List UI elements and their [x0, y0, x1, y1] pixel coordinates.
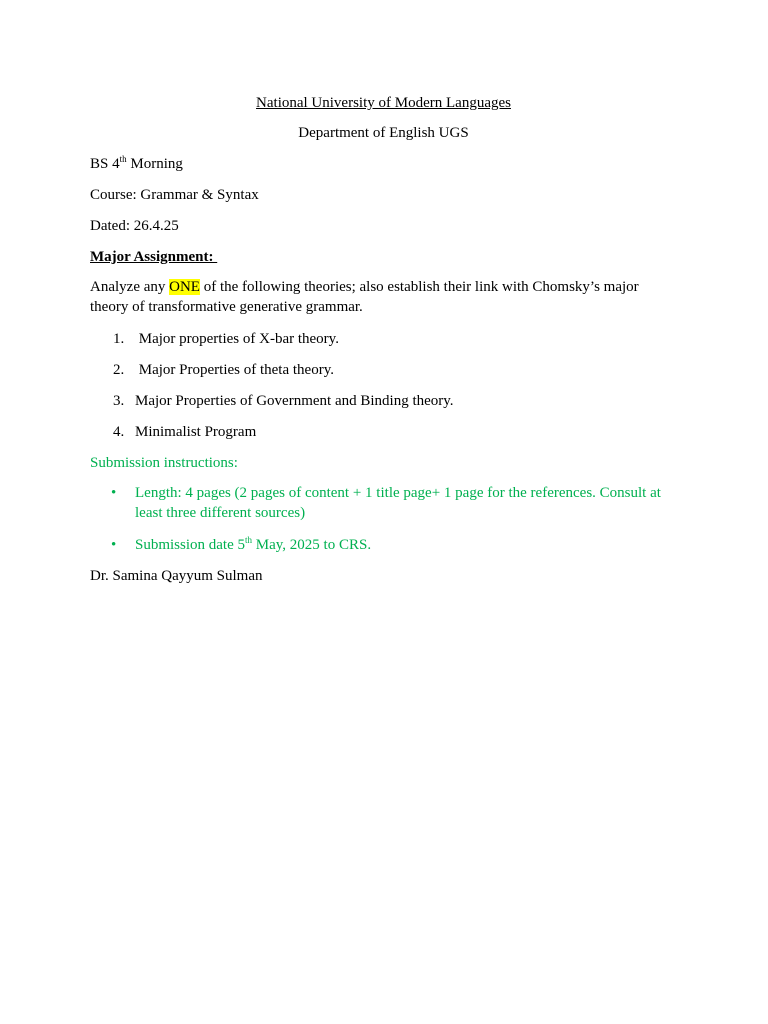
bullet-icon: • — [111, 537, 117, 553]
list-item — [90, 535, 673, 555]
dated-line: Dated: 26.4.25 — [90, 218, 179, 234]
list-item — [90, 329, 715, 349]
bullet-icon: • — [111, 485, 117, 501]
course-line: Course: Grammar & Syntax — [90, 187, 259, 203]
length-instruction: Length: 4 pages (2 pages of content + 1 title page+ 1 page for the references. Consult at least three different sources) — [135, 485, 661, 521]
assignment-intro — [90, 277, 670, 317]
list-text: Major properties of X-bar theory. — [135, 331, 339, 347]
list-number: 1. — [113, 331, 125, 347]
list-text: Minimalist Program — [135, 424, 257, 440]
list-text: Major Properties of theta theory. — [135, 362, 334, 378]
intro-highlight: ONE — [169, 279, 200, 295]
list-item — [90, 391, 715, 411]
university-title: National University of Modern Languages — [256, 95, 511, 111]
list-number: 2. — [113, 362, 125, 378]
list-text: Major Properties of Government and Binding theory. — [135, 393, 454, 409]
assignment-heading: Major Assignment: — [90, 249, 218, 265]
class-suffix: Morning — [126, 156, 183, 172]
date-before: Submission date 5 — [135, 537, 246, 553]
department-title: Department of English UGS — [298, 125, 469, 141]
list-item — [90, 422, 715, 442]
list-item — [90, 360, 715, 380]
class-prefix: BS 4 — [90, 156, 120, 172]
intro-before: Analyze any — [90, 279, 170, 295]
list-item — [90, 483, 673, 523]
submission-heading: Submission instructions: — [90, 455, 238, 471]
date-superscript: th — [245, 535, 253, 545]
date-after: May, 2025 to CRS. — [252, 537, 372, 553]
intro-after: of the following theories; also establish their link with Chomsky’s major theory of transformative generative grammar. — [90, 279, 639, 315]
list-number: 4. — [113, 424, 125, 440]
class-superscript: th — [119, 154, 127, 164]
class-line — [90, 154, 183, 174]
list-number: 3. — [113, 393, 125, 409]
signature: Dr. Samina Qayyum Sulman — [90, 568, 263, 584]
